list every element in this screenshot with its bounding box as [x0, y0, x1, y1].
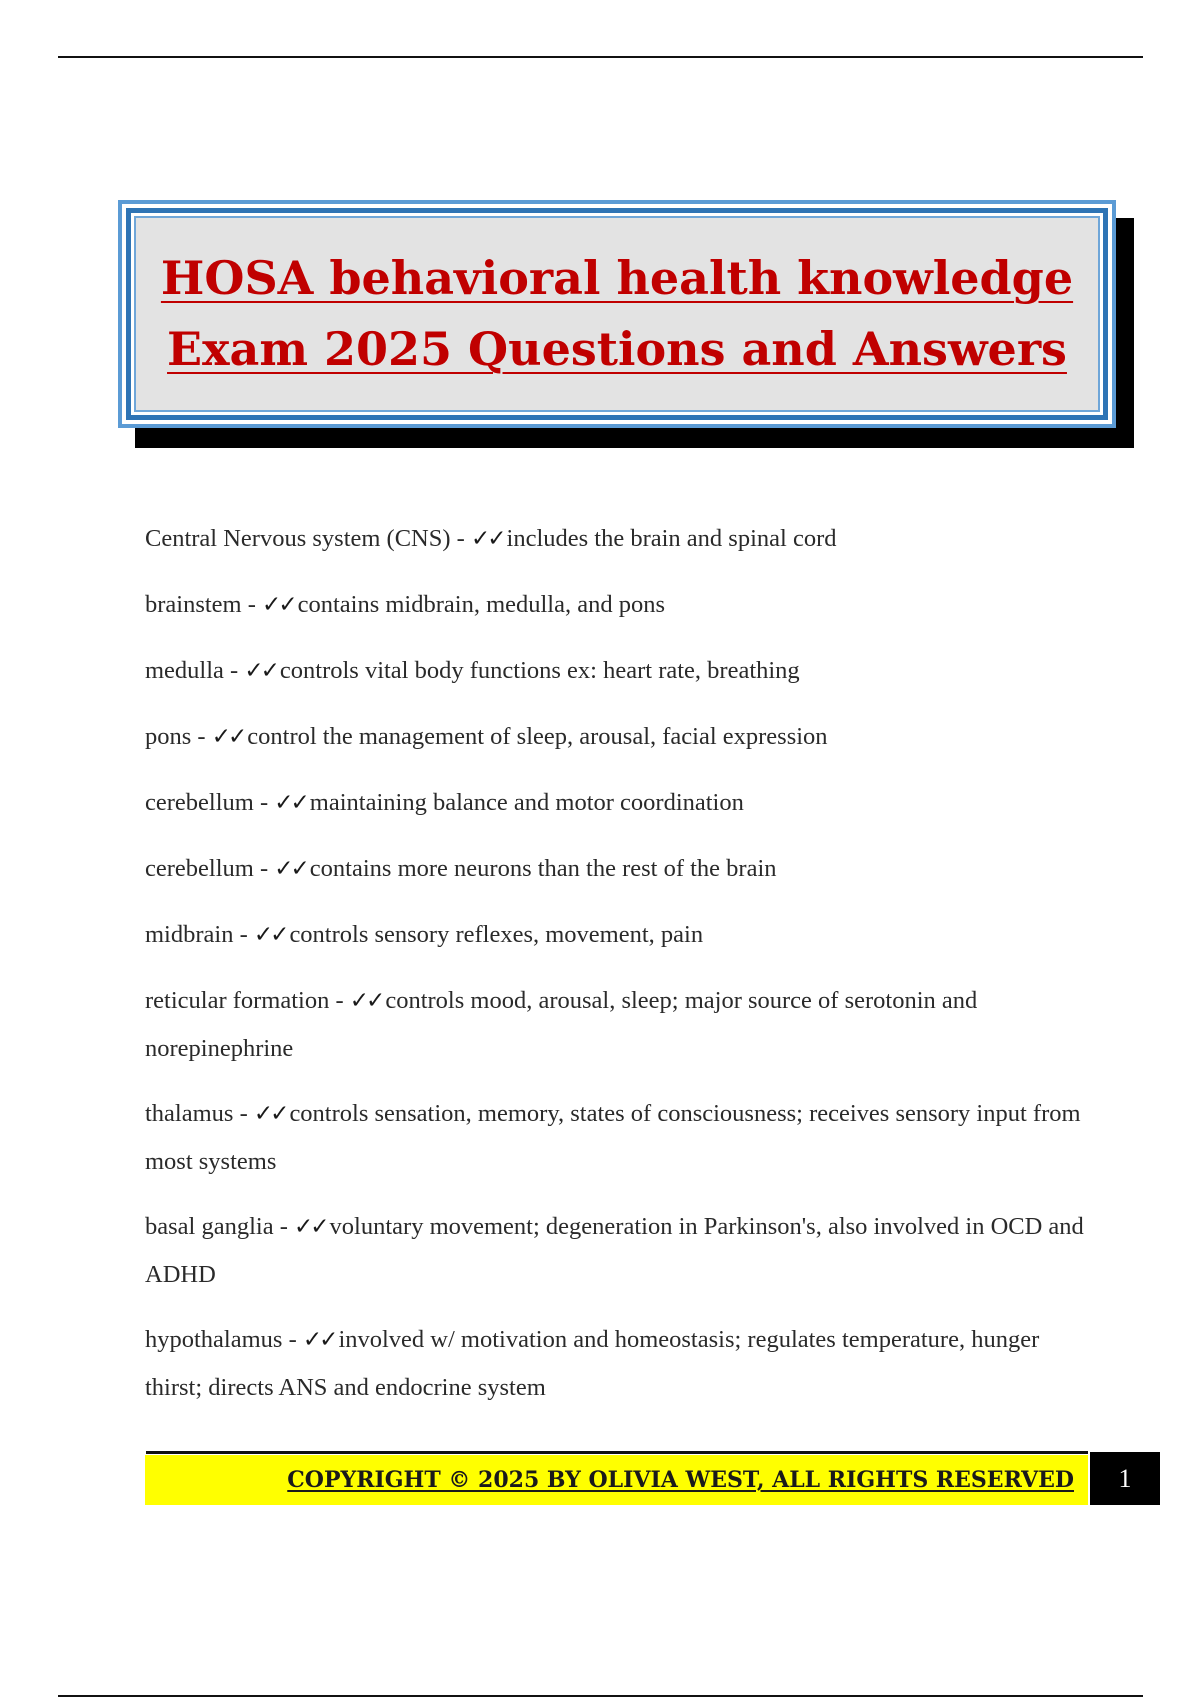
double-check-icon: ✓✓ — [274, 790, 307, 816]
double-check-icon: ✓✓ — [253, 922, 287, 948]
qa-separator: - — [241, 591, 263, 618]
double-check-icon: ✓✓ — [274, 856, 307, 882]
double-check-icon: ✓✓ — [294, 1214, 327, 1240]
qa-separator: - — [233, 1100, 254, 1127]
qa-separator: - — [273, 1213, 294, 1240]
page-number-box — [1090, 1452, 1160, 1505]
double-check-icon: ✓✓ — [244, 658, 277, 684]
qa-term: hypothalamus — [145, 1326, 283, 1353]
qa-separator: - — [282, 1326, 303, 1353]
qa-definition: controls sensory reflexes, movement, pain — [289, 921, 704, 948]
qa-item — [145, 911, 1085, 959]
qa-item — [145, 1316, 1085, 1411]
qa-definition: voluntary movement; degeneration in Parkinson's, also involved in OCD and ADHD — [145, 1213, 1084, 1288]
qa-term: reticular formation — [145, 987, 330, 1014]
qa-definition: controls mood, arousal, sleep; major source of serotonin and norepinephrine — [145, 987, 978, 1062]
title-box-content — [134, 216, 1100, 412]
qa-term: basal ganglia — [145, 1213, 274, 1240]
qa-term: midbrain — [145, 921, 234, 948]
qa-item — [145, 977, 1085, 1072]
double-check-icon: ✓✓ — [470, 526, 504, 552]
qa-separator: - — [329, 987, 350, 1014]
qa-definition: contains midbrain, medulla, and pons — [297, 591, 666, 618]
double-check-icon: ✓✓ — [302, 1327, 336, 1353]
qa-item — [145, 713, 1085, 761]
qa-term: cerebellum — [145, 789, 254, 816]
qa-separator: - — [450, 525, 471, 552]
bottom-rule — [58, 1695, 1143, 1697]
qa-separator: - — [253, 855, 275, 882]
qa-definition: involved w/ motivation and homeostasis; regulates temperature, hunger thirst; directs ANS and endocrine system — [145, 1326, 1040, 1401]
double-check-icon: ✓✓ — [253, 1101, 287, 1127]
qa-item — [145, 515, 1085, 563]
qa-term: thalamus — [145, 1100, 234, 1127]
qa-definition: control the management of sleep, arousal, facial expression — [247, 723, 828, 750]
qa-separator: - — [191, 723, 212, 750]
qa-item — [145, 647, 1085, 695]
qa-term: cerebellum — [145, 855, 254, 882]
document-title-line-1: HOSA behavioral health knowledge — [160, 250, 1074, 305]
qa-item — [145, 581, 1085, 629]
qa-separator: - — [253, 789, 275, 816]
footer-bar — [145, 1455, 1088, 1505]
qa-list — [145, 515, 1085, 1429]
qa-separator: - — [223, 657, 245, 684]
qa-definition: includes the brain and spinal cord — [506, 525, 837, 552]
qa-item — [145, 779, 1085, 827]
qa-definition: maintaining balance and motor coordination — [309, 789, 744, 816]
qa-item — [145, 1090, 1085, 1185]
qa-definition: controls sensation, memory, states of consciousness; receives sensory input from most systems — [145, 1100, 1081, 1175]
qa-term: Central Nervous system (CNS) — [145, 525, 451, 552]
qa-term: pons — [145, 723, 192, 750]
double-check-icon: ✓✓ — [211, 724, 245, 750]
qa-item — [145, 845, 1085, 893]
qa-definition: controls vital body functions ex: heart rate, breathing — [279, 657, 800, 684]
top-rule — [58, 56, 1143, 58]
copyright-notice: COPYRIGHT © 2025 BY OLIVIA WEST, ALL RIGHTS RESERVED — [287, 1467, 1074, 1493]
qa-item — [145, 1203, 1085, 1298]
footer-rule — [146, 1451, 1088, 1454]
double-check-icon: ✓✓ — [262, 592, 295, 618]
title-box-inner-border — [126, 208, 1108, 420]
qa-separator: - — [233, 921, 254, 948]
qa-term: brainstem — [145, 591, 242, 618]
qa-term: medulla — [145, 657, 224, 684]
page-number: 1 — [1118, 1463, 1132, 1493]
qa-definition: contains more neurons than the rest of the brain — [309, 855, 777, 882]
double-check-icon: ✓✓ — [349, 988, 383, 1014]
document-title-line-2: Exam 2025 Questions and Answers — [167, 322, 1067, 376]
title-box — [118, 200, 1116, 428]
